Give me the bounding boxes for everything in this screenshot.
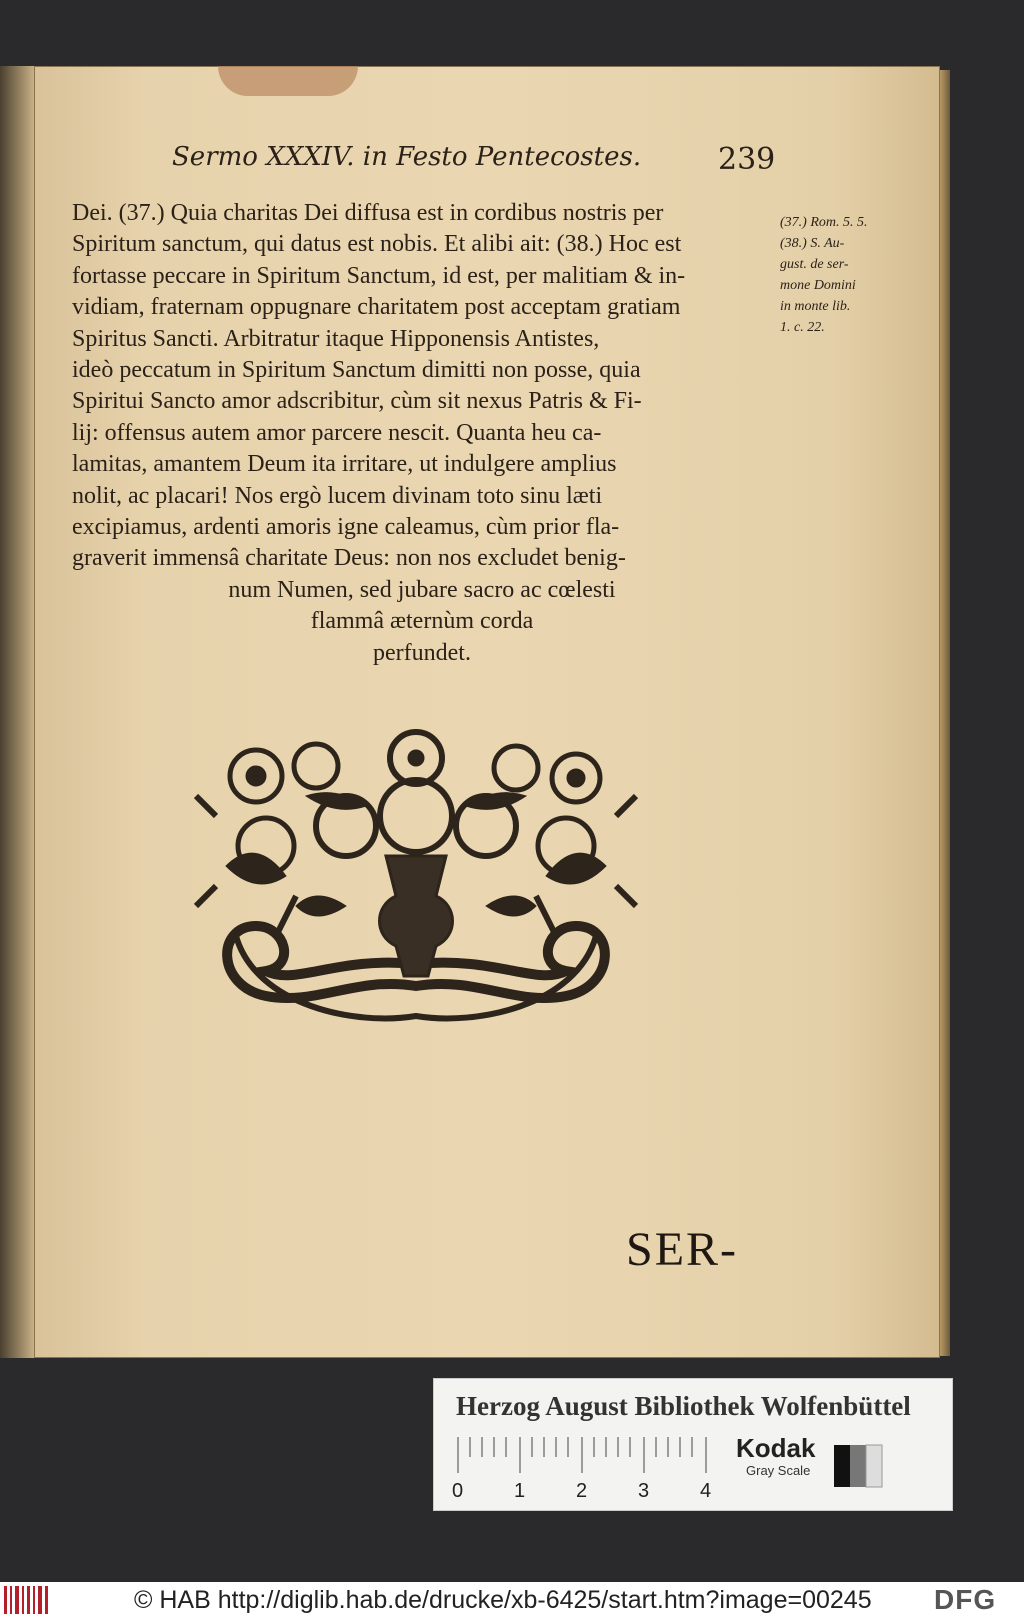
marginal-note: gust. de ser- xyxy=(780,257,849,272)
text-line: excipiamus, ardenti amoris igne caleamus, cùm prior fla- xyxy=(72,514,620,541)
gray-scale-label: Gray Scale xyxy=(746,1463,811,1478)
scale-label: 4 xyxy=(700,1480,712,1502)
marginal-note: (38.) S. Au- xyxy=(780,236,845,251)
main-text xyxy=(72,198,772,669)
page-stain xyxy=(218,66,358,96)
text-line: fortasse peccare in Spiritum Sanctum, id est, per malitiam & in- xyxy=(72,262,686,289)
page-number: 239 xyxy=(718,142,776,177)
footer-url[interactable]: © HAB http://diglib.hab.de/drucke/xb-6425/start.htm?image=00245 xyxy=(134,1586,872,1614)
hab-barcode-icon xyxy=(4,1586,50,1614)
kodak-brand: Kodak xyxy=(736,1433,816,1463)
text-line: Spiritum sanctum, qui datus est nobis. Et alibi ait: (38.) Hoc est xyxy=(72,231,682,258)
marginal-note: mone Domini xyxy=(780,278,856,293)
marginal-note: in monte lib. xyxy=(780,299,851,314)
adjacent-page-edge xyxy=(0,66,34,1358)
text-line: graverit immensâ charitate Deus: non nos excludet benig- xyxy=(72,545,626,572)
scale-label: 3 xyxy=(638,1480,650,1502)
text-line: Dei. (37.) Quia charitas Dei diffusa est in cordibus nostris per xyxy=(72,200,664,226)
marginal-note: (37.) Rom. 5. 5. xyxy=(780,215,868,230)
marginal-notes xyxy=(780,212,890,338)
text-line: lamitas, amantem Deum ita irritare, ut indulgere amplius xyxy=(72,451,617,478)
text-line: Spiritus Sancti. Arbitratur itaque Hipponensis Antistes, xyxy=(72,325,600,352)
scale-label: 1 xyxy=(514,1480,526,1502)
scale-label: 0 xyxy=(452,1480,464,1502)
library-color-card xyxy=(433,1378,953,1511)
gray-swatch xyxy=(834,1445,882,1487)
scale-label: 2 xyxy=(576,1480,588,1502)
ruler-scale xyxy=(452,1433,726,1503)
dfg-logo: DFG xyxy=(934,1584,997,1615)
text-line-centered: flammâ æternùm corda xyxy=(310,608,534,635)
footer-bar xyxy=(0,1582,1024,1618)
catchword: SER- xyxy=(626,1223,739,1276)
library-name: Herzog August Bibliothek Wolfenbüttel xyxy=(456,1391,911,1421)
text-line-centered: num Numen, sed jubare sacro ac cœlesti xyxy=(228,576,616,603)
text-line: nolit, ac placari! Nos ergò lucem divinam toto sinu læti xyxy=(72,482,603,509)
text-line: vidiam, fraternam oppugnare charitatem post acceptam gratiam xyxy=(72,294,681,321)
text-line: lij: offensus autem amor parcere nescit. Quanta heu ca- xyxy=(72,419,602,446)
running-title: Sermo XXXIV. in Festo Pentecostes. xyxy=(172,142,642,172)
text-line: Spiritui Sancto amor adscribitur, cùm sit nexus Patris & Fi- xyxy=(72,388,642,415)
marginal-note: 1. c. 22. xyxy=(780,320,825,335)
text-line: ideò peccatum in Spiritum Sanctum dimitti non posse, quia xyxy=(72,357,641,384)
page-fore-edge xyxy=(940,70,950,1356)
text-line-centered: perfundet. xyxy=(373,639,471,666)
floral-vase-ornament xyxy=(196,736,636,1028)
page-header xyxy=(172,142,776,182)
